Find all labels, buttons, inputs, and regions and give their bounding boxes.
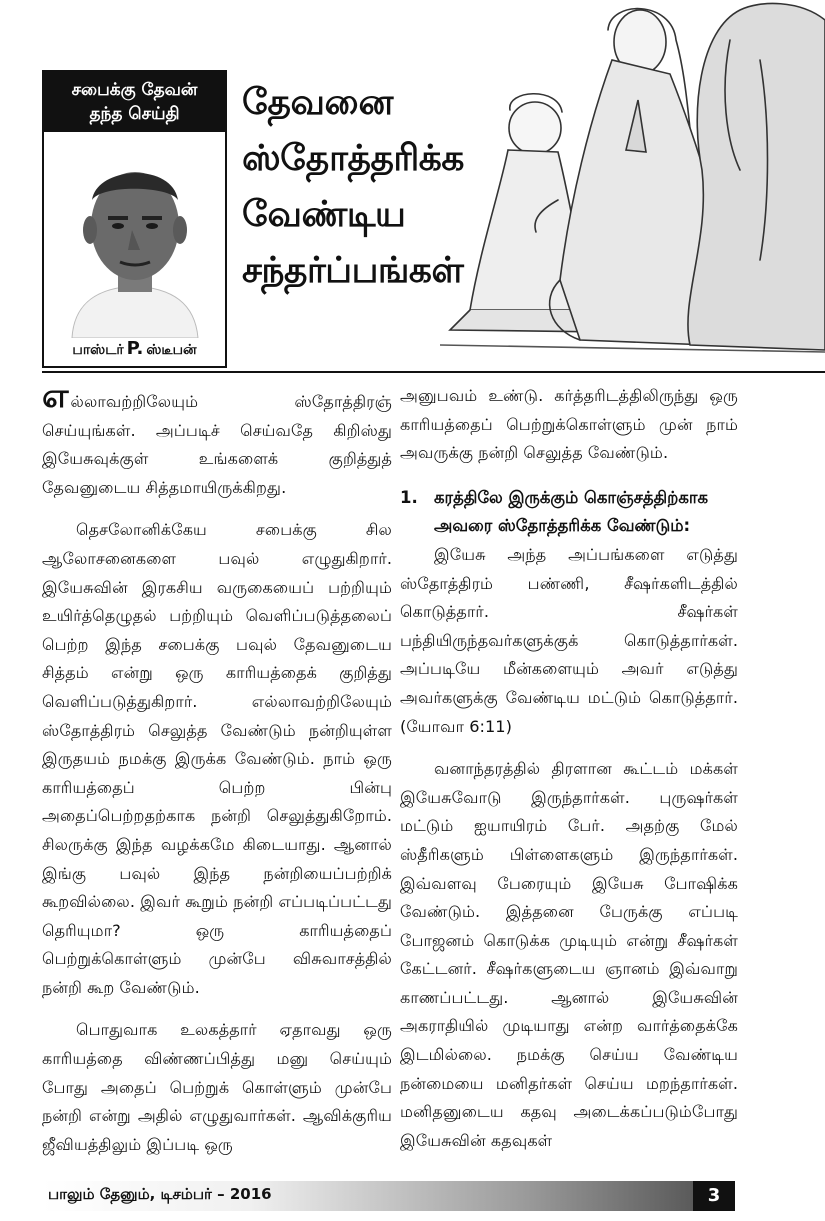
article-title <box>242 75 464 299</box>
right-paragraph-2: இயேசு அந்த அப்பங்களை எடுத்து ஸ்தோத்திரம் பண்ணி, சீஷர்களிடத்தில் கொடுத்தார். சீஷர்கள் பந்தியிருந்தவர்களுக்குக் கொடுத்தார்கள். அப்படியே மீன்களையும் அவர் எடுத்து அவர்களுக்கு வேண்டிய மட்டும் கொடுத்தார். (யோவா 6:11) <box>400 544 738 736</box>
title-line-1: தேவனை <box>242 82 393 123</box>
author-prefix: பாஸ்டர் <box>72 342 124 358</box>
right-column <box>400 382 738 1169</box>
author-initial: P. <box>126 338 144 359</box>
title-line-3: வேண்டிய <box>242 194 406 235</box>
left-paragraph-1-text: ல்லாவற்றிலேயும் ஸ்தோத்திரஞ் செய்யுங்கள். அப்படிச் செய்வதே கிறிஸ்து இயேசுவுக்குள் உங்களைக் குறித்துத் தேவனுடைய சித்தமாயிருக்கிறது. <box>42 392 392 497</box>
author-byline <box>44 338 225 360</box>
drop-cap: எ <box>42 376 69 416</box>
title-line-4: சந்தர்ப்பங்கள் <box>242 250 464 291</box>
subheading-1 <box>400 484 738 541</box>
left-paragraph-1 <box>42 376 392 502</box>
left-paragraph-2: தெசலோனிக்கேய சபைக்கு சில ஆலோசனைகளை பவுல் எழுதுகிறார். இயேசுவின் இரகசிய வருகையைப் பற்றியும் உயிர்த்தெழுதல் பற்றியும் வெளிப்படுத்தலைப் பெற்ற இந்த சபைக்கு பவுல் தேவனுடைய சித்தம் என்று ஒரு காரியத்தைக் குறித்து வெளிப்படுத்துகிறார். எல்லாவற்றிலேயும் ஸ்தோத்திரம் செலுத்த வேண்டும் நன்றியுள்ள இருதயம் நமக்கு இருக்க வேண்டும். நாம் ஒரு காரியத்தைப் பெற்ற பின்பு அதைப்பெற்றதற்காக நன்றி செலுத்துகிறோம். சிலருக்கு இந்த வழக்கமே கிடையாது. ஆனால் இங்கு பவுல் இந்த நன்றியைப்பற்றிக் கூறவில்லை. இவர் கூறும் நன்றி எப்படிப்பட்டது தெரியுமா? ஒரு காரியத்தைப் பெற்றுக்கொள்ளும் முன்பே விசுவாசத்தில் நன்றி கூற வேண்டும். <box>42 520 392 997</box>
praying-figures-illustration <box>440 0 825 372</box>
subheading-number: 1. <box>400 487 418 507</box>
title-line-2: ஸ்தோத்தரிக்க <box>242 138 464 179</box>
right-paragraph-3: வனாந்தரத்தில் திரளான கூட்டம் மக்கள் இயேசுவோடு இருந்தார்கள். புருஷர்கள் மட்டும் ஐயாயிரம் பேர். அதற்கு மேல் ஸ்தீரிகளும் பிள்ளைகளும் இருந்தார்கள். இவ்வளவு பேரையும் இயேசு போஷிக்க வேண்டும். இத்தனை பேருக்கு எப்படி போஜனம் கொடுக்க முடியும் என்று சீஷர்கள் கேட்டனர். சீஷர்களுடைய ஞானம் இவ்வாறு காணப்பட்டது. ஆனால் இயேசுவின் அகராதியில் முடியாது என்ற வார்த்தைக்கே இடமில்லை. நமக்கு செய்ய வேண்டிய நன்மையை மனிதர்கள் செய்ய மறந்தார்கள். மனிதனுடைய கதவு அடைக்கப்படும்போது இயேசுவின் கதவுகள் <box>400 759 738 1150</box>
left-paragraph-3: பொதுவாக உலகத்தார் ஏதாவது ஒரு காரியத்தை விண்ணப்பித்து மனு செய்யும் போது அதைப் பெற்றுக் கொள்ளும் முன்பே நன்றி என்று அதில் எழுதுவார்கள். ஆவிக்குரிய ஜீவியத்திலும் இப்படி ஒரு <box>42 1020 392 1154</box>
author-photo <box>52 138 217 338</box>
section-label-line1: சபைக்கு தேவன் <box>71 80 198 100</box>
subheading-text: கரத்திலே இருக்கும் கொஞ்சத்திற்காக அவரை ஸ்தோத்தரிக்க வேண்டும்: <box>434 487 709 536</box>
column-header-box <box>42 70 227 368</box>
section-label-line2: தந்த செய்தி <box>89 104 180 124</box>
author-name: ஸ்டீபன் <box>146 342 197 358</box>
right-paragraph-1: அனுபவம் உண்டு. கர்த்தரிடத்திலிருந்து ஒரு காரியத்தைப் பெற்றுக்கொள்ளும் முன் நாம் அவருக்கு நன்றி செலுத்த வேண்டும். <box>400 386 738 463</box>
footer-publication: பாலும் தேனும், டிசம்பர் – 2016 <box>48 1185 272 1203</box>
header-divider <box>42 371 825 373</box>
page-number: 3 <box>693 1181 735 1211</box>
section-label <box>44 72 225 132</box>
left-column <box>42 376 392 1173</box>
